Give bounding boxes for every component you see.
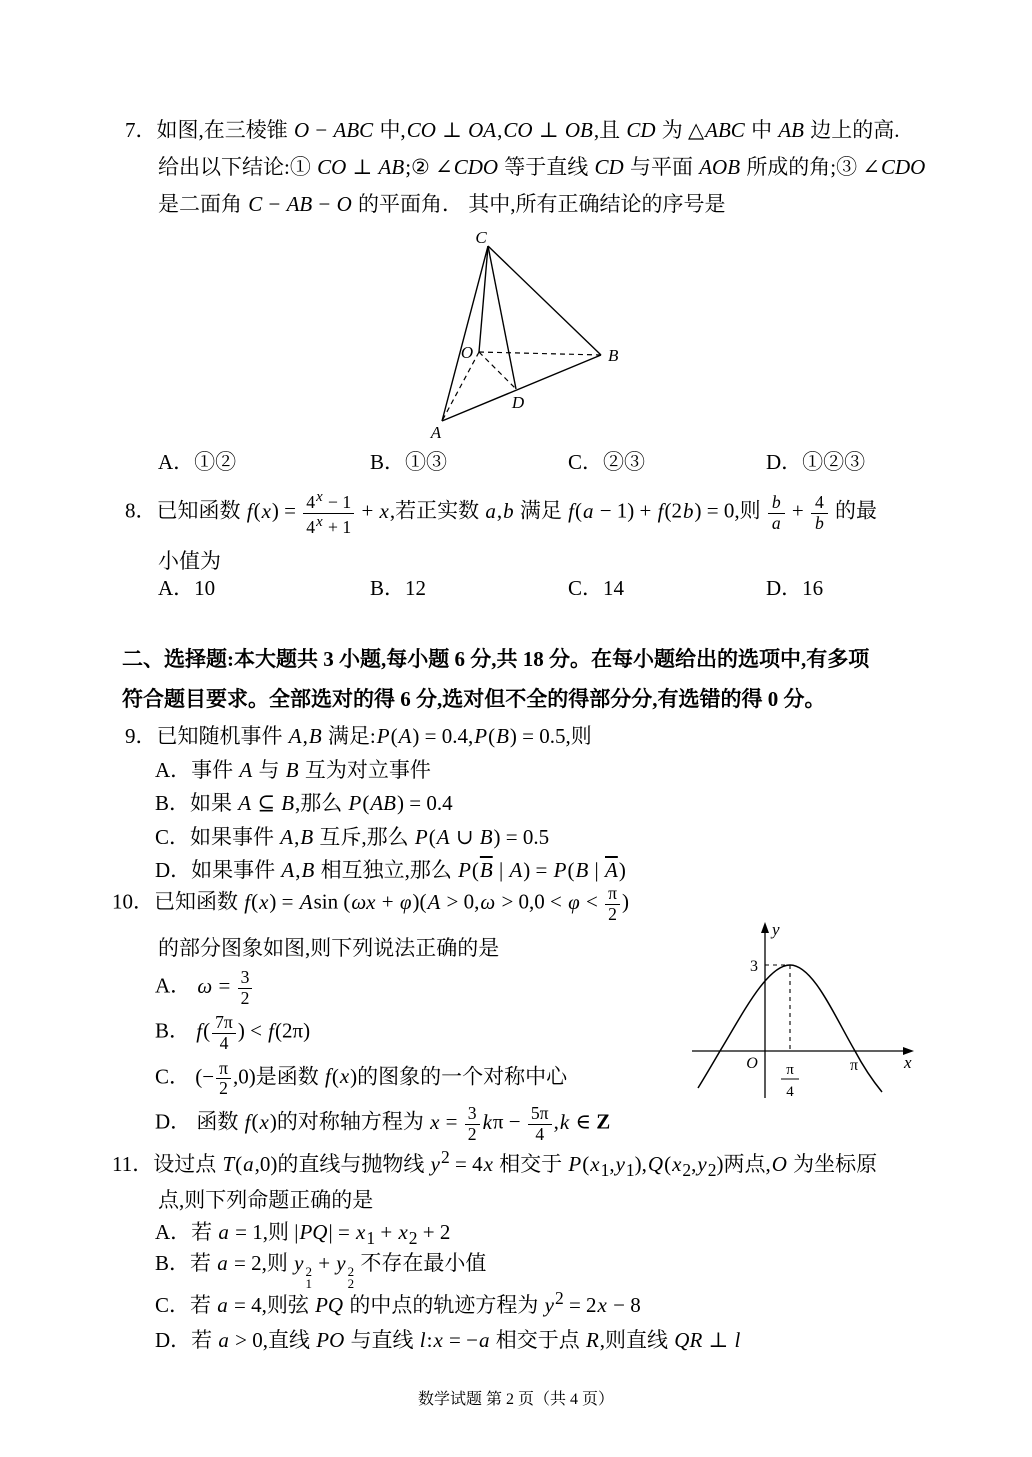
question-8: [125, 484, 925, 578]
question-11: [112, 1146, 932, 1356]
question-9: [125, 718, 925, 886]
y-axis-arrow: [761, 922, 769, 933]
q7-option-b: B．①③: [370, 450, 448, 474]
q11-option-d: [155, 1321, 932, 1356]
q11-stem-2: [158, 1182, 932, 1216]
q9-option-c: [155, 819, 925, 853]
pi-tick-label: π: [850, 1057, 859, 1074]
vertex-label-c: C: [475, 230, 487, 247]
q11-option-b-text: B．若 a = 2,则 y 2 1 + y 2 2 不存在最小值: [155, 1250, 487, 1291]
q8-option-d: D．16: [766, 576, 824, 600]
q10-option-c: [155, 1056, 687, 1101]
vertex-label-o: O: [460, 343, 474, 362]
x-axis-label: x: [904, 1053, 912, 1072]
q10-option-d-text: D． 函数 f(x)的对称轴方程为 x = $\frac{3}{2}$ kπ − $\frac{5\pi}{4}$ ,k ∈ Z: [155, 1103, 611, 1144]
q7-line-2-text: 给出以下结论:① CO ⊥ AB;② ∠CDO 等于直线 CD 与平面 AOB 所成的角;③ ∠CDO: [158, 154, 926, 179]
q10-stem-1-text: 10．已知函数 f(x) = Asin (ωx + φ)(A > 0,ω > 0,0 < φ < $\frac{\pi}{2}$ ): [112, 883, 630, 924]
q9-option-d-text: D．如果事件 A,B 相互独立,那么 $P(\overline{B}$ | A) = P(B | $\overline{A}$): [155, 858, 626, 883]
section-2-line-2-text: 符合题目要求。全部选对的得 6 分,选对但不全的得部分分,有选错的得 0 分。: [122, 687, 826, 711]
pi-over-4-denominator: 4: [786, 1084, 794, 1100]
q7-option-a: A．①②: [158, 450, 237, 474]
q7-options-row: [158, 444, 918, 478]
q9-option-a-text: A．事件 A 与 B 互为对立事件: [155, 757, 431, 782]
question-7: [125, 110, 925, 221]
q11-option-a: [155, 1216, 932, 1250]
q9-option-c-text: C．如果事件 A,B 互斥,那么 P(A ∪ B) = 0.5: [155, 824, 550, 849]
q8-option-c: C．14: [568, 576, 625, 600]
q11-stem-1: [112, 1146, 932, 1182]
section-2-line-1-text: 二、选择题:本大题共 3 小题,每小题 6 分,共 18 分。在每小题给出的选项中,有多项: [122, 647, 870, 671]
amplitude-label-3: 3: [750, 958, 758, 975]
page-footer: 数学试题 第 2 页（共 4 页）: [417, 1391, 614, 1408]
q10-option-a: [155, 966, 687, 1010]
question-10: [112, 880, 687, 1147]
q10-stem-2: [158, 928, 687, 966]
y-axis-label: y: [772, 920, 780, 939]
section-2-line-2: [122, 678, 934, 718]
q10-option-b: [155, 1010, 687, 1056]
section-2-header: [122, 638, 934, 718]
origin-label: O: [746, 1055, 758, 1072]
q9-option-b-text: B．如果 A ⊆ B,那么 P(AB) = 0.4: [155, 791, 453, 816]
q10-option-c-text: C． (− $\frac{\pi}{2}$ ,0)是函数 f(x)的图象的一个对称中心: [155, 1057, 568, 1098]
q11-option-b: [155, 1250, 932, 1291]
q11-option-d-text: D．若 a > 0,直线 PO 与直线 l:x = −a 相交于点 R,则直线 QR ⊥ l: [155, 1327, 741, 1352]
q7-line-3-text: 是二面角 C − AB − O 的平面角． 其中,所有正确结论的序号是: [158, 191, 726, 216]
q9-stem: [125, 718, 925, 752]
pi-over-4-numerator: π: [786, 1062, 794, 1078]
q11-stem-1-text: 11．设过点 T(a,0)的直线与抛物线 $y^2 = 4x$ 相交于 $P(x_1,y_1),Q(x_2,y_2)$两点,O 为坐标原: [112, 1146, 878, 1181]
q8-option-a: A．10: [158, 576, 216, 600]
sine-graph-figure: [682, 918, 917, 1108]
q8-line-2-text: 小值为: [158, 549, 221, 573]
q7-line-1-text: 7．如图,在三棱锥 O − ABC 中,CO ⊥ OA,CO ⊥ OB,且 CD 为 △ABC 中 AB 边上的高.: [125, 117, 900, 142]
q8-option-b: B．12: [370, 576, 427, 600]
q8-line-1: [125, 484, 925, 542]
q9-option-a: [155, 752, 925, 786]
q11-option-c: [155, 1286, 932, 1321]
q7-line-1: [125, 110, 925, 147]
q7-line-2: [158, 147, 925, 184]
q9-stem-text: 9．已知随机事件 A,B 满足:P(A) = 0.4,P(B) = 0.5,则: [125, 724, 592, 748]
tetrahedron-figure: [405, 230, 633, 442]
q10-stem-1: [112, 880, 687, 928]
q9-option-b: [155, 786, 925, 820]
q10-option-d: [155, 1101, 687, 1147]
q11-option-c-text: C．若 a = 4,则弦 PQ 的中点的轨迹方程为 $y^2 = 2x - 8$: [155, 1288, 641, 1317]
q10-option-b-text: B． f( $\frac{7\pi}{4}$ ) < f(2π): [155, 1012, 311, 1053]
q11-option-a-text: A．若 a = 1,则 $|PQ| = x_1 + x_2 + 2$: [155, 1220, 451, 1249]
q11-stem-2-text: 点,则下列命题正确的是: [158, 1188, 374, 1212]
section-2-line-1: [122, 638, 934, 678]
q8-line-1-text: 8．已知函数 f(x) = $\frac{4^x - 1}{4^x + 1}$ + x,若正实数 a,b 满足 f(a − 1) + f(2b) = 0,则 $\frac{b}{a}$ + $\frac{4}{b}$ 的最: [125, 489, 878, 537]
vertex-label-d: D: [511, 393, 525, 412]
q7-line-3: [158, 184, 925, 221]
q7-option-c: C．②③: [568, 450, 646, 474]
vertex-label-b: B: [608, 346, 619, 365]
q7-option-d: D．①②③: [766, 450, 866, 474]
q10-stem-2-text: 的部分图象如图,则下列说法正确的是: [158, 936, 500, 960]
vertex-label-a: A: [430, 423, 442, 442]
q10-option-a-text: A． ω = $\frac{3}{2}$: [155, 968, 254, 1008]
q8-options-row: [158, 570, 918, 604]
